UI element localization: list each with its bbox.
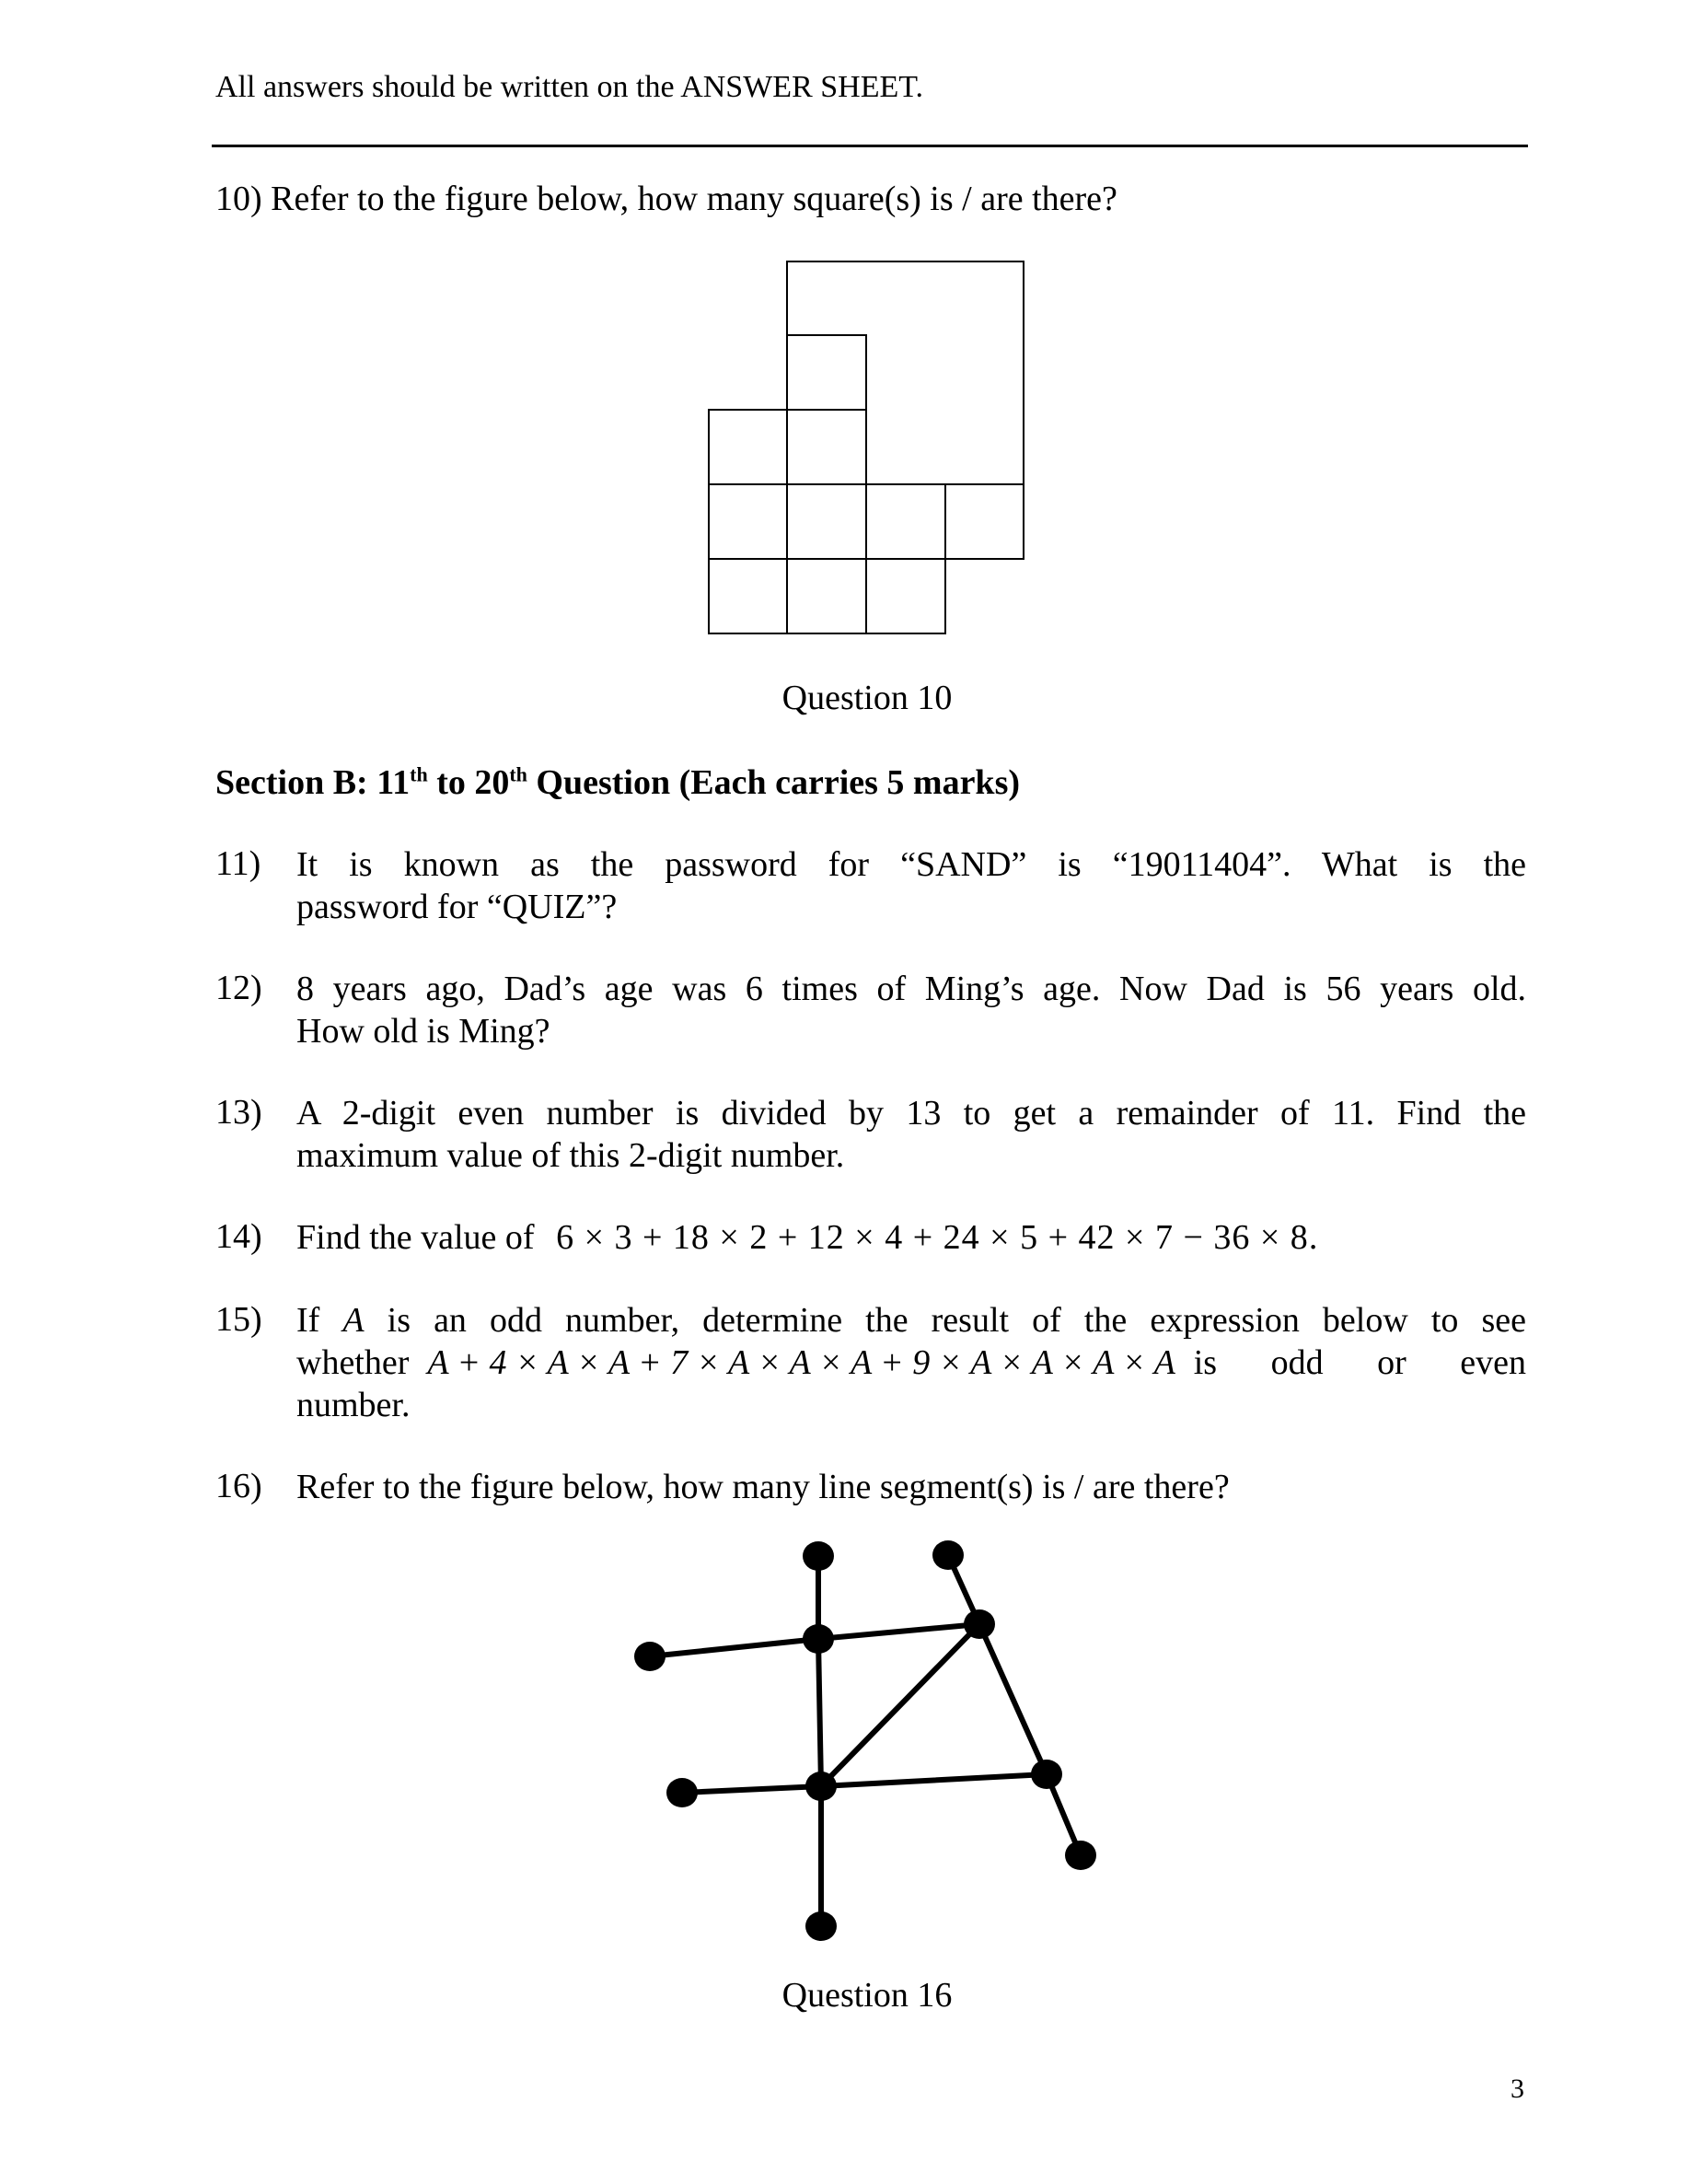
question-12-line1: 8 years ago, Dad’s age was 6 times of Ming’s age. Now Dad is 56 years old. (296, 970, 1526, 1008)
question-15-line1 (296, 1299, 1526, 1342)
question-15 (296, 1299, 1526, 1426)
section-b-suffix: Question (Each carries 5 marks) (527, 763, 1021, 802)
header-divider (212, 145, 1528, 147)
question-14-number: 14) (215, 1217, 262, 1256)
point (803, 1541, 834, 1571)
line-segment (979, 1624, 1047, 1774)
point (634, 1642, 666, 1671)
question-15-expression: A + 4 × A × A + 7 × A × A × A + 9 × A × A × A × A (427, 1343, 1175, 1382)
question-16-text: Refer to the figure below, how many line segment(s) is / are there? (296, 1468, 1230, 1506)
question-15-line3: number. (296, 1386, 411, 1424)
point (1065, 1841, 1096, 1870)
question-16-figure (617, 1519, 1114, 1952)
question-14-text: Find the value of (296, 1218, 535, 1257)
point (666, 1778, 698, 1807)
page-number: 3 (1511, 2074, 1524, 2104)
question-11 (296, 843, 1526, 928)
grid-square (866, 484, 945, 559)
question-15-line2 (296, 1342, 1526, 1384)
line-segment (818, 1639, 821, 1786)
question-15-if: If (296, 1301, 320, 1340)
question-10-text: Refer to the figure below, how many square(s) is / are there? (271, 180, 1117, 218)
section-b-prefix: Section B: 11 (215, 763, 411, 802)
question-15-variable: A (342, 1301, 365, 1340)
grid-square (787, 559, 866, 633)
question-10-caption: Question 10 (781, 679, 953, 717)
point (932, 1540, 964, 1570)
grid-square (787, 410, 866, 484)
line-segment (821, 1624, 979, 1786)
point (805, 1911, 837, 1941)
question-11-number: 11) (215, 844, 261, 883)
question-13-line1: A 2-digit even number is divided by 13 to get a remainder of 11. Find the (296, 1094, 1526, 1133)
line-segment (682, 1786, 821, 1793)
grid-square (709, 559, 787, 633)
line-segment (650, 1639, 818, 1656)
line-segment (818, 1624, 979, 1639)
question-13-line2: maximum value of this 2-digit number. (296, 1136, 845, 1175)
question-15-line1-rest: is an odd number, determine the result of the expression below to see (387, 1301, 1526, 1340)
question-15-odd-even: is odd or even (1193, 1343, 1526, 1382)
question-12 (296, 968, 1526, 1052)
section-b-heading (215, 762, 1020, 803)
section-b-sup: th (410, 762, 428, 786)
question-12-line2: How old is Ming? (296, 1012, 550, 1051)
page-header: All answers should be written on the ANSWER SHEET. (215, 70, 924, 104)
point (803, 1624, 834, 1654)
point (1031, 1760, 1062, 1789)
question-11-line1: It is known as the password for “SAND” is “19011404”. What is the (296, 845, 1526, 884)
point (805, 1772, 837, 1801)
question-10-number: 10) (215, 180, 262, 218)
point (964, 1609, 995, 1639)
question-11-line2: password for “QUIZ”? (296, 888, 618, 926)
question-10-figure (700, 256, 1031, 643)
question-12-number: 12) (215, 969, 262, 1007)
grid-square (709, 484, 787, 559)
question-16-caption: Question 16 (781, 1976, 953, 2015)
grid-square (709, 410, 787, 484)
question-14-expression: 6 × 3 + 18 × 2 + 12 × 4 + 24 × 5 + 42 × 7 − 36 × 8 (556, 1218, 1309, 1257)
question-16-number: 16) (215, 1467, 262, 1505)
question-13-number: 13) (215, 1093, 262, 1132)
question-14-period: . (1308, 1218, 1318, 1257)
line-segment (821, 1774, 1047, 1786)
grid-square (787, 335, 866, 410)
question-13 (296, 1092, 1526, 1177)
grid-square (787, 484, 866, 559)
grid-square (945, 484, 1024, 559)
question-15-number: 15) (215, 1300, 262, 1339)
question-14 (296, 1216, 1526, 1259)
grid-square (866, 559, 945, 633)
question-10 (215, 179, 1117, 219)
section-b-sup: th (509, 762, 527, 786)
question-15-whether: whether (296, 1343, 410, 1382)
section-b-middle: to 20 (427, 763, 510, 802)
